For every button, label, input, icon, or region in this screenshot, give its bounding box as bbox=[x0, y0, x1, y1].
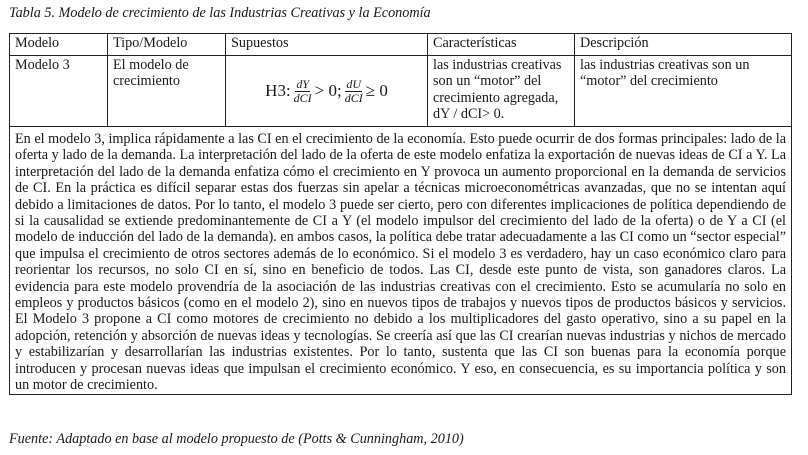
model-description-text: En el modelo 3, implica rápidamente a las CI en el crecimiento de la economía. Esto puede ocurrir de dos formas principales: lado de la oferta y lado de la demanda. La interpretación del lado de la oferta de este modelo enfatiza la exportación de nuevas ideas de CI a Y. La interpretación del lado de la demanda enfatiza cómo el crecimiento en Y provoca un aumento proporcional en la demanda de servicios de CI. En la práctica es difícil separar estas dos fuerzas sin apelar a técnicas microeconométricas avanzadas, que no se intentan aquí debido a limitaciones de datos. Por lo tanto, el modelo 3 puede ser cierto, pero con diferentes implicaciones de política dependiendo de si la causalidad se extiende predominantemente de CI a Y (el modelo impulsor del crecimiento del lado de la oferta) o de Y a CI (el modelo de inducción del lado de la demanda). en ambos casos, la política debe tratar adecuadamente a las CI como un “sector especial” que impulsa el crecimiento de otros sectores además de lo económico. Si el modelo 3 es verdadero, hay un caso económico claro para reorientar los recursos, no solo CI en sí, sino en beneficio de todos. Las CI, desde este punto de vista, son ganadores claros. La evidencia para este modelo provendría de la asociación de las industrias creativas con el crecimiento. Esto se acumularía no solo en empleos y productos básicos (como en el modelo 2), sino en nuevos tipos de trabajos y nuevos tipos de productos básicos y servicios. El Modelo 3 propone a CI como motores de crecimiento no debido a los multiplicadores del gasto operativo, sino a su papel en la adopción, retención y absorción de nuevas ideas y tecnologías. Se creería así que las CI crearían nuevas industrias y nichos de mercado y estabilizarían y desarrollarían las industrias existentes. Por lo tanto, sustenta que las CI son buenas para la economía porque introducen y procesan nuevas ideas que impulsan el crecimiento económico. Y eso, en consecuencia, es su importancia política y son un motor de crecimiento. bbox=[15, 131, 786, 394]
header-descripcion: Descripción bbox=[575, 34, 792, 56]
cell-tipo: El modelo de crecimiento bbox=[108, 56, 226, 127]
fraction-numerator: dY bbox=[296, 76, 310, 91]
fraction-du-dci bbox=[344, 78, 364, 105]
table-source: Fuente: Adaptado en base al modelo propuesto de (Potts & Cunningham, 2010) bbox=[9, 431, 464, 447]
formula-relation: > 0; bbox=[314, 80, 342, 100]
fraction-dy-dci bbox=[293, 78, 313, 105]
header-modelo: Modelo bbox=[10, 34, 108, 56]
model-table bbox=[9, 33, 792, 395]
header-caracteristicas: Características bbox=[428, 34, 575, 56]
table-header-row bbox=[10, 34, 792, 56]
fraction-denominator: dCI bbox=[293, 90, 312, 105]
header-tipo: Tipo/Modelo bbox=[108, 34, 226, 56]
formula-relation: ≥ 0 bbox=[365, 80, 388, 100]
cell-body bbox=[10, 127, 792, 395]
table-caption: Tabla 5. Modelo de crecimiento de las Industrias Creativas y la Economía bbox=[9, 5, 431, 21]
cell-descripcion: las industrias creativas son un “motor” del crecimiento bbox=[575, 56, 792, 127]
table-body-row bbox=[10, 127, 792, 395]
fraction-numerator: dU bbox=[346, 76, 362, 91]
hypothesis-formula bbox=[231, 57, 422, 125]
fraction-denominator: dCI bbox=[344, 90, 363, 105]
header-supuestos: Supuestos bbox=[226, 34, 428, 56]
table-row bbox=[10, 56, 792, 127]
cell-modelo: Modelo 3 bbox=[10, 56, 108, 127]
cell-caracteristicas: las industrias creativas son un “motor” del crecimiento agregada, dY / dCI> 0. bbox=[428, 56, 575, 127]
cell-supuestos bbox=[226, 56, 428, 127]
formula-prefix: H3: bbox=[265, 80, 291, 100]
